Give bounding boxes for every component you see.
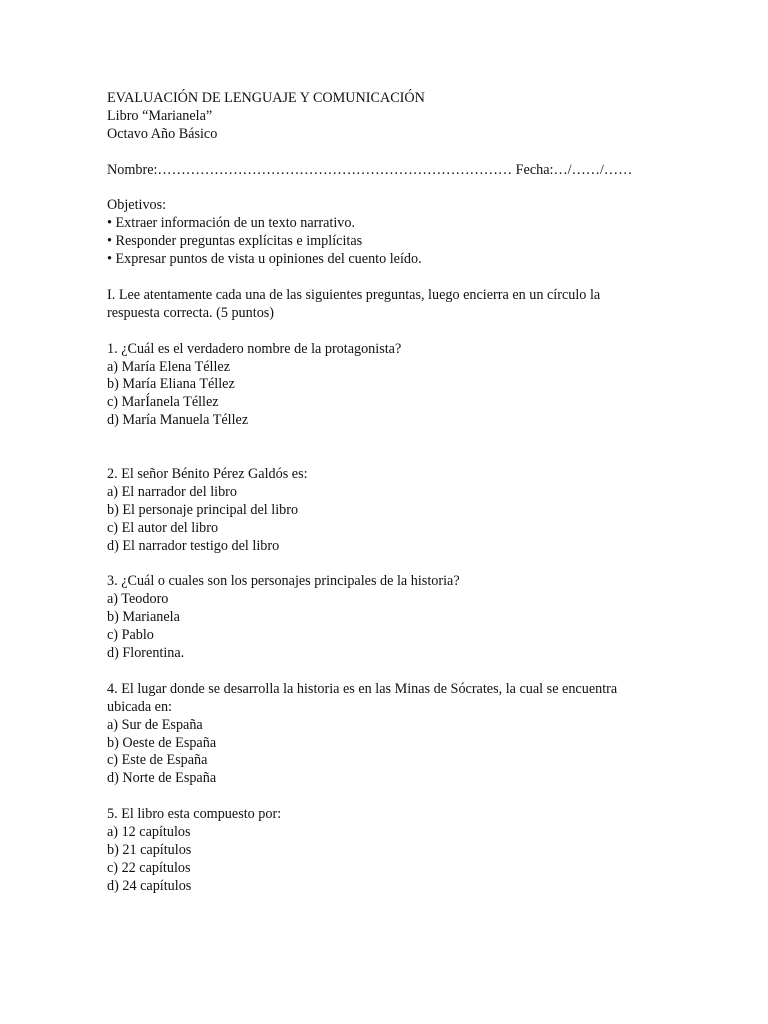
question-text: 4. El lugar donde se desarrolla la historia es en las Minas de Sócrates, la cual se encuentra ubicada en:	[107, 680, 618, 715]
spacer	[107, 144, 667, 162]
answer-option: b) El personaje principal del libro	[107, 501, 299, 518]
answer-option: b) Oeste de España	[107, 734, 217, 751]
answer-option: d) 24 capítulos	[107, 877, 192, 894]
question-5	[107, 806, 667, 896]
objective-item: • Extraer información de un texto narrativo.	[107, 215, 356, 232]
answer-option: c) 22 capítulos	[107, 859, 191, 876]
question-3	[107, 573, 667, 663]
spacer	[107, 430, 667, 466]
spacer	[107, 269, 667, 287]
grade-level: Octavo Año Básico	[107, 125, 218, 142]
answer-option: c) El autor del libro	[107, 519, 219, 536]
answer-option: c) Pablo	[107, 627, 154, 644]
answer-option: c) Este de España	[107, 752, 208, 769]
objective-item: • Expresar puntos de vista u opiniones del cuento leído.	[107, 251, 422, 268]
question-2	[107, 466, 667, 556]
answer-option: a) María Elena Téllez	[107, 358, 231, 375]
spacer	[107, 788, 667, 806]
question-text: 1. ¿Cuál es el verdadero nombre de la protagonista?	[107, 340, 402, 357]
name-date-line: Nombre:………………………………………………………………… Fecha:…/……/……	[107, 161, 633, 178]
objectives-heading: Objetivos:	[107, 197, 167, 214]
question-text: 2. El señor Bénito Pérez Galdós es:	[107, 465, 308, 482]
question-1	[107, 341, 667, 431]
answer-option: c) MarÍanela Téllez	[107, 394, 219, 411]
spacer	[107, 663, 667, 681]
answer-option: a) 12 capítulos	[107, 824, 191, 841]
question-4	[107, 681, 667, 788]
instructions: I. Lee atentamente cada una de las siguientes preguntas, luego encierra en un círculo la respuesta correcta. (5 puntos)	[107, 286, 601, 321]
spacer	[107, 180, 667, 198]
question-text: 5. El libro esta compuesto por:	[107, 806, 282, 823]
answer-option: d) Florentina.	[107, 645, 185, 661]
answer-option: b) 21 capítulos	[107, 841, 192, 858]
answer-option: d) El narrador testigo del libro	[107, 537, 280, 554]
spacer	[107, 555, 667, 573]
objective-item: • Responder preguntas explícitas e implícitas	[107, 233, 363, 250]
spacer	[107, 323, 667, 341]
answer-option: a) Teodoro	[107, 591, 169, 608]
answer-option: a) El narrador del libro	[107, 483, 237, 500]
document-page	[107, 90, 667, 896]
answer-option: d) Norte de España	[107, 770, 217, 787]
question-text: 3. ¿Cuál o cuales son los personajes principales de la historia?	[107, 573, 460, 590]
document-title: EVALUACIÓN DE LENGUAJE Y COMUNICACIÓN	[107, 90, 425, 106]
book-title: Libro “Marianela”	[107, 107, 213, 124]
answer-option: b) María Eliana Téllez	[107, 376, 235, 393]
answer-option: a) Sur de España	[107, 716, 203, 733]
answer-option: b) Marianela	[107, 609, 180, 626]
answer-option: d) María Manuela Téllez	[107, 412, 249, 429]
